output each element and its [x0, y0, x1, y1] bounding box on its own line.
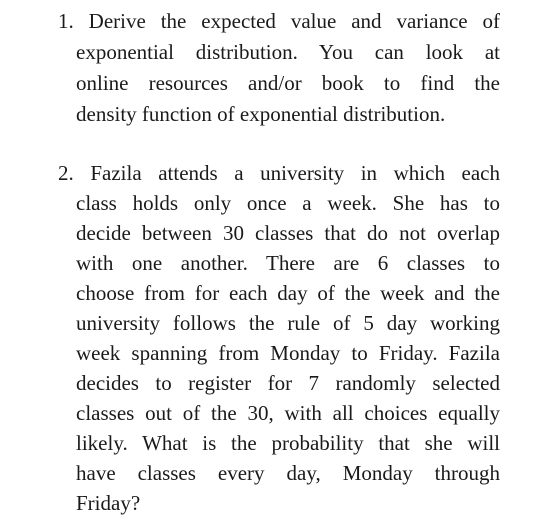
problem-2-line-6: university follows the rule of 5 day working	[76, 311, 500, 335]
problem-2-line-7: week spanning from Monday to Friday. Fazila	[76, 341, 500, 365]
problem-2-line-11: have classes every day, Monday through	[76, 461, 500, 485]
problem-1-line-4: density function of exponential distribution.	[76, 102, 446, 126]
problem-2-line-9: classes out of the 30, with all choices equally	[76, 401, 500, 425]
problem-2-line-10: likely. What is the probability that she will	[76, 431, 500, 455]
problem-2-line-8: decides to register for 7 randomly selected	[76, 371, 500, 395]
problem-2-line-1: 2. Fazila attends a university in which each	[58, 161, 500, 185]
problem-1-line-1: 1. Derive the expected value and variance of	[58, 9, 500, 33]
problem-2-line-2: class holds only once a week. She has to	[76, 191, 500, 215]
problem-1-line-2: exponential distribution. You can look at	[76, 40, 500, 64]
problem-2-line-3: decide between 30 classes that do not overlap	[76, 221, 500, 245]
problem-2-line-4: with one another. There are 6 classes to	[76, 251, 500, 275]
problem-2-line-12: Friday?	[76, 491, 141, 515]
problem-2-line-5: choose from for each day of the week and the	[76, 281, 500, 305]
problem-1-line-3: online resources and/or book to find the	[76, 71, 500, 95]
